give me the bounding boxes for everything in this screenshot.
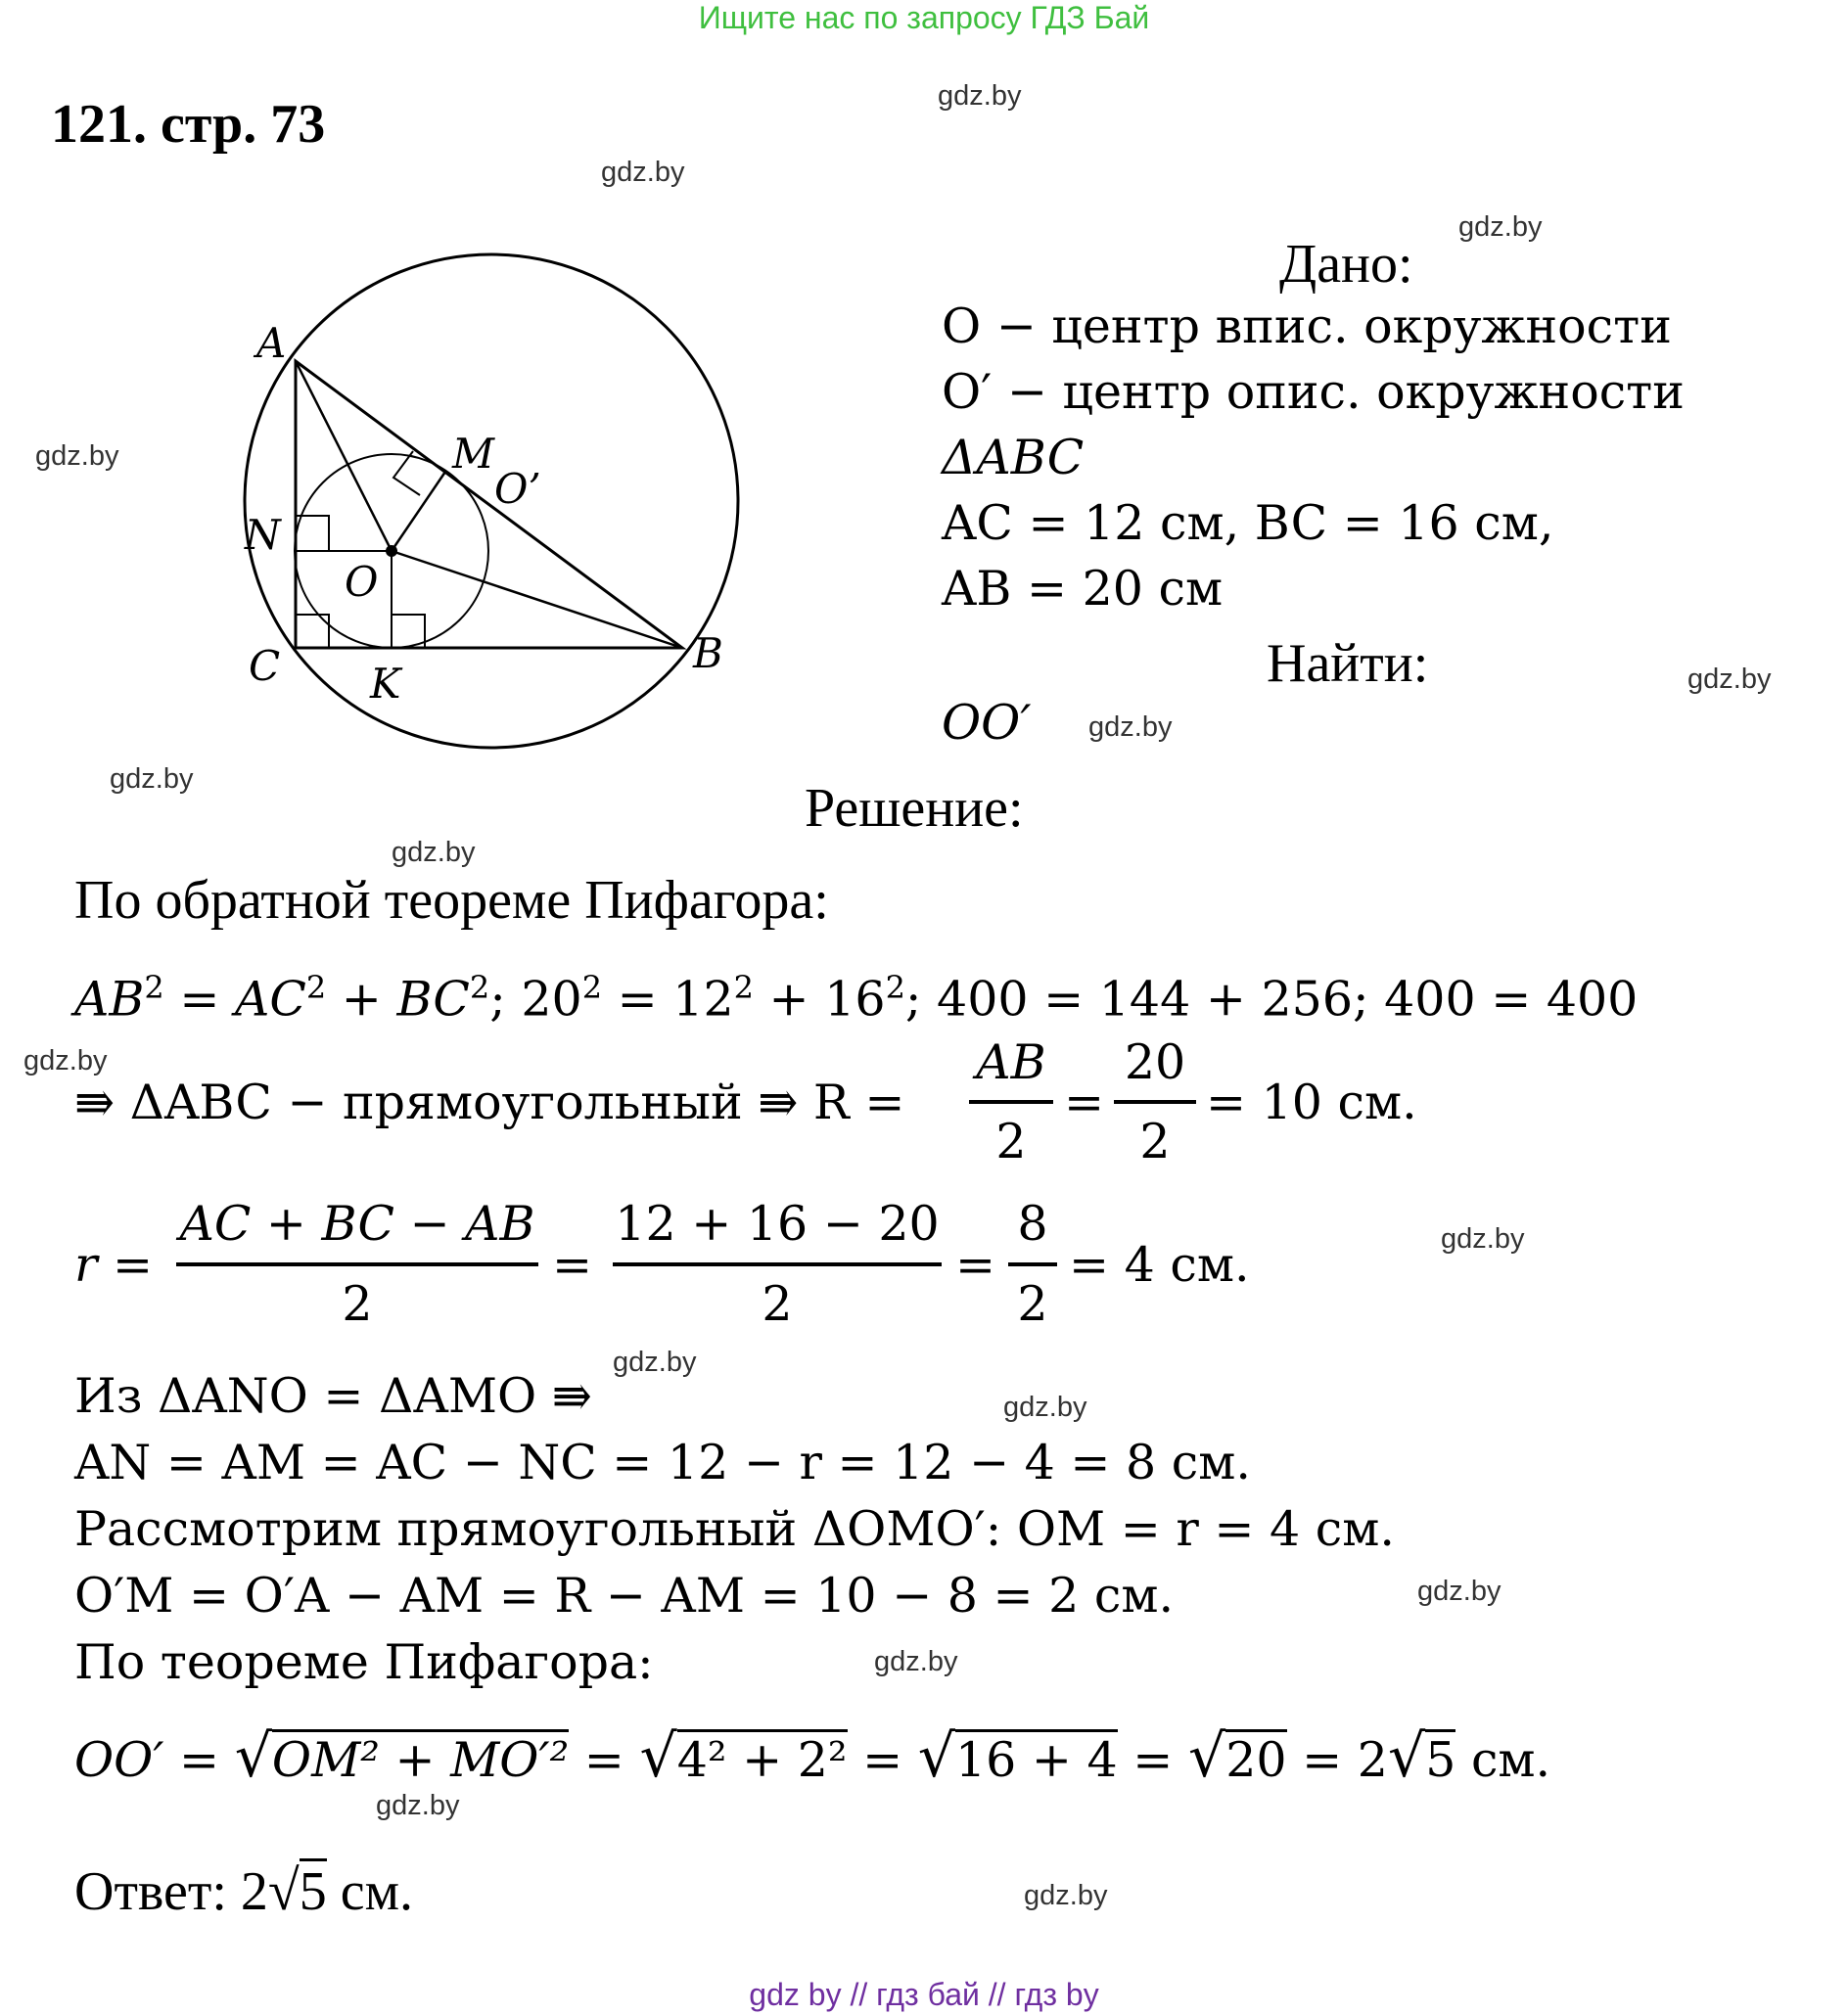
- watermark: gdz.by: [110, 763, 194, 795]
- answer: Ответ: 2√5 см.: [74, 1858, 414, 1922]
- fraction-bar: [176, 1262, 538, 1266]
- label-o: O: [345, 558, 379, 606]
- watermark: gdz.by: [874, 1646, 958, 1677]
- frac-nums-den: 2: [762, 1276, 793, 1332]
- frac-ab-num: AB: [976, 1034, 1046, 1090]
- fraction-bar: [969, 1100, 1053, 1104]
- given-heading: Дано:: [1279, 234, 1413, 295]
- solution-line: По теореме Пифагора:: [74, 1634, 654, 1690]
- given-line: O′ − центр опис. окружности: [942, 364, 1685, 420]
- circumscribed-circle: [245, 254, 738, 748]
- fraction-bar: [613, 1262, 942, 1266]
- given-line: ΔABC: [942, 430, 1085, 485]
- find-heading: Найти:: [1267, 633, 1429, 694]
- solution-intro: По обратной теореме Пифагора:: [74, 870, 829, 931]
- watermark: gdz.by: [35, 440, 119, 472]
- solution-line: Рассмотрим прямоугольный ΔOMO′: OM = r = 4 см.: [74, 1501, 1395, 1557]
- search-banner[interactable]: Ищите нас по запросу ГДЗ Бай: [698, 0, 1150, 35]
- label-o-prime: O’: [494, 465, 541, 513]
- watermark: gdz.by: [613, 1347, 697, 1378]
- watermark: gdz.by: [938, 80, 1022, 112]
- frac-ab-den: 2: [995, 1114, 1027, 1169]
- r-result: = 10 см.: [1206, 1075, 1417, 1130]
- watermark: gdz.by: [1417, 1576, 1502, 1607]
- watermark: gdz.by: [23, 1045, 108, 1076]
- given-line: AB = 20 см: [942, 561, 1224, 617]
- label-c: C: [249, 642, 281, 690]
- fraction-bar: [1008, 1262, 1057, 1266]
- solution-line: AN = AM = AC − NC = 12 − r = 12 − 4 = 8 см.: [74, 1435, 1251, 1490]
- watermark: gdz.by: [392, 837, 476, 868]
- watermark: gdz.by: [376, 1790, 460, 1821]
- segment-bo: [392, 551, 682, 648]
- label-a: A: [256, 319, 287, 367]
- final-equation: OO′ = √OM² + MO′² = √4² + 2² = √16 + 4 = √20 = 2√5 см.: [74, 1722, 1551, 1791]
- r-result: = 4 см.: [1069, 1237, 1250, 1293]
- problem-number: 121. стр. 73: [51, 94, 326, 155]
- segment-om: [392, 472, 445, 551]
- right-angle-mark-n: [296, 516, 329, 551]
- solution-line: O′M = O′A − AM = R − AM = 10 − 8 = 2 см.: [74, 1568, 1175, 1624]
- frac-20-num: 20: [1124, 1034, 1186, 1090]
- label-k: K: [370, 660, 401, 708]
- frac-sides-num: AC + BC − AB: [179, 1196, 535, 1252]
- given-line: AC = 12 см, BC = 16 см,: [942, 495, 1554, 551]
- label-n: N: [245, 511, 281, 559]
- frac-8-den: 2: [1017, 1276, 1048, 1332]
- equals-sign: =: [552, 1237, 593, 1293]
- watermark: gdz.by: [1088, 711, 1173, 743]
- frac-sides-den: 2: [342, 1276, 373, 1332]
- equals-sign: =: [1064, 1075, 1105, 1130]
- inradius-prefix: r =: [74, 1237, 154, 1293]
- frac-nums-num: 12 + 16 − 20: [615, 1196, 940, 1252]
- pythagoras-check-line: $AB^2 = AC^2 + BC^2$; $20^2 = 12^2 + 16^2$; 400 = 144 + 256; 400 = 400: [74, 969, 1639, 1028]
- fraction-bar: [1114, 1100, 1196, 1104]
- watermark: gdz.by: [1441, 1223, 1525, 1255]
- watermark: gdz.by: [1687, 664, 1772, 695]
- find-value: OO′: [942, 695, 1032, 751]
- point-o: [386, 545, 397, 557]
- watermark: gdz.by: [601, 157, 685, 188]
- equals-sign: =: [955, 1237, 996, 1293]
- watermark: gdz.by: [1003, 1392, 1087, 1423]
- label-m: M: [452, 430, 495, 478]
- frac-20-den: 2: [1139, 1114, 1171, 1169]
- watermark: gdz.by: [1024, 1880, 1108, 1911]
- watermark: gdz.by: [1458, 211, 1543, 243]
- footer-banner[interactable]: gdz by // гдз бай // гдз by: [749, 1977, 1099, 2012]
- right-triangle-line: ⇛ ΔABC − прямоугольный ⇛ R =: [74, 1075, 905, 1130]
- given-line: O − центр впис. окружности: [942, 298, 1672, 354]
- solution-line: Из ΔANO = ΔAMO ⇛: [74, 1368, 592, 1424]
- solution-heading: Решение:: [805, 778, 1024, 839]
- label-b: B: [693, 629, 723, 677]
- frac-8-num: 8: [1017, 1196, 1048, 1252]
